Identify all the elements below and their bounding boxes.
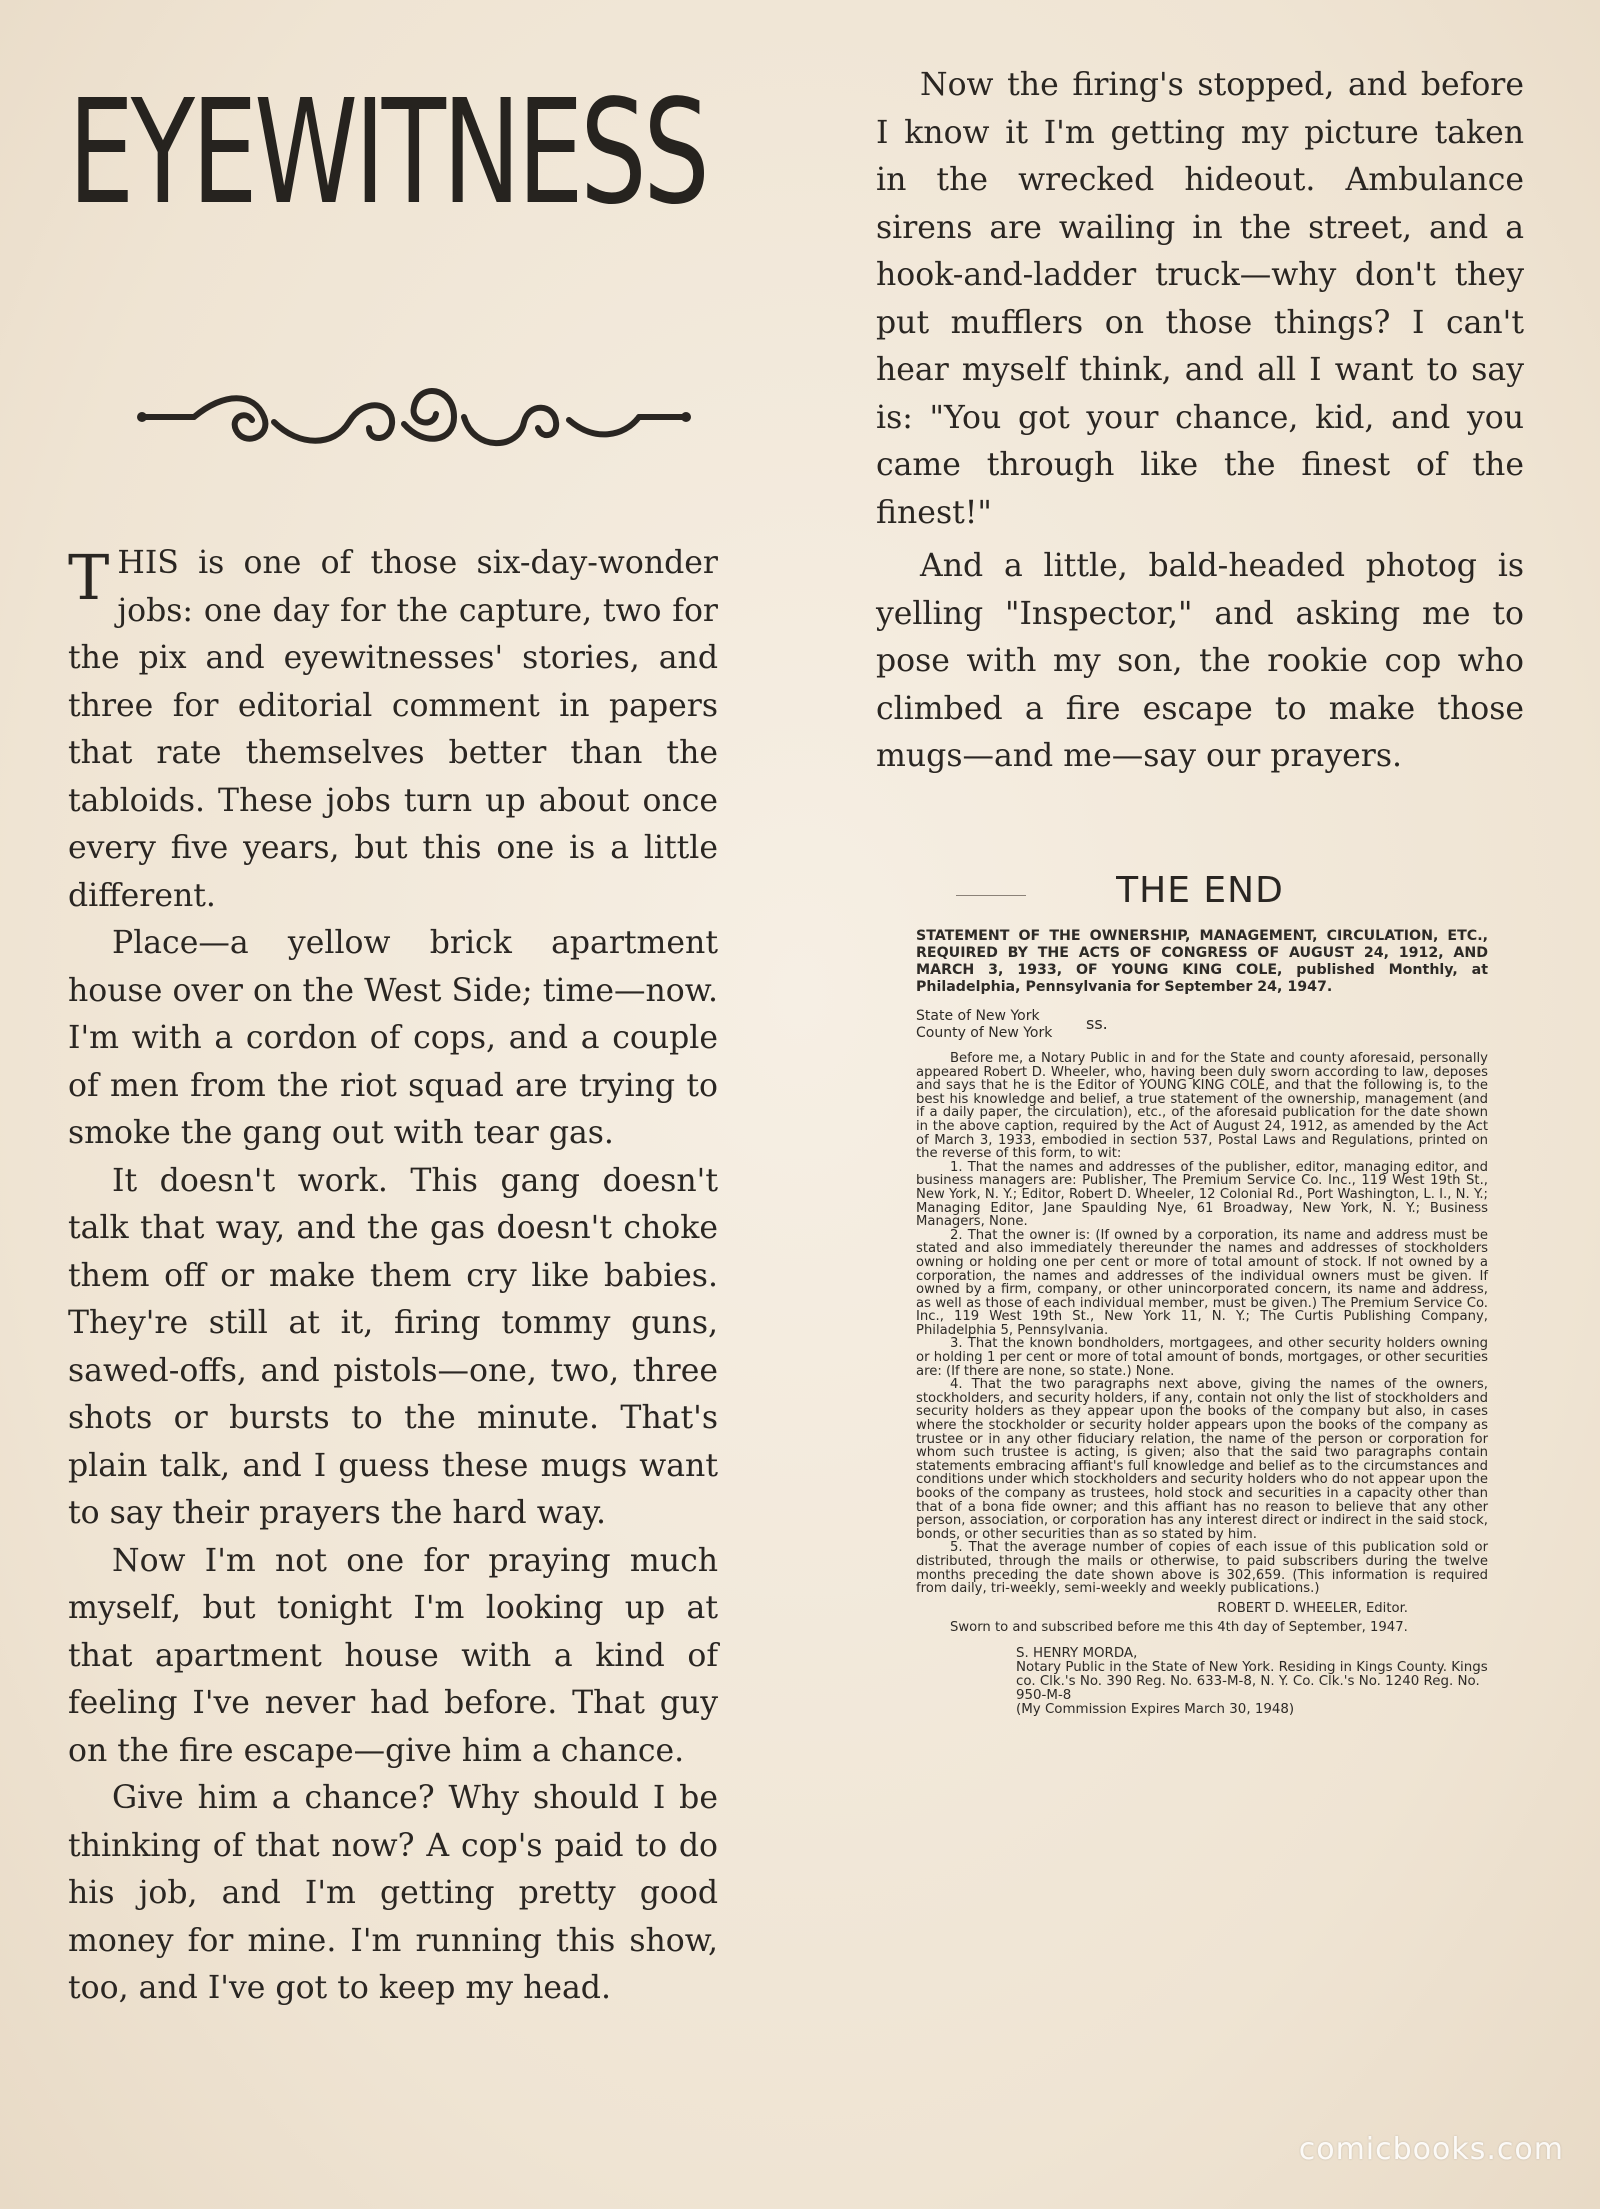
statement-body <box>916 1052 1488 1596</box>
statement-paragraph: Before me, a Notary Public in and for the State and county aforesaid, personally appeared Robert D. Wheeler, who, having been duly sworn according to law, deposes and says that he is the Editor of YOUNG KING COLE, and that the following is, to the best his knowledge and belief, a true statement of the ownership, management (and if a daily paper, the circulation), etc., of the aforesaid publication for the date shown in the above caption, required by the Act of August 24, 1912, as amended by the Act of March 3, 1933, embodied in section 537, Postal Laws and Regulations, printed on the reverse of this form, to wit: <box>916 1051 1488 1162</box>
story-paragraph: THIS is one of those six-day-wonder jobs: one day for the capture, two for the pix and eyewitnesses' stories, and three for editorial comment in papers that rate themselves better than the tabloids. These jobs turn up about once every five years, but this one is a little different. <box>68 541 718 914</box>
the-end-label: THE END <box>1116 870 1284 911</box>
statement-paragraph: 3. That the known bondholders, mortgagees, and other security holders owning or holding 1 per cent or more of total amount of bonds, mortgages, or other securities are: (If there are none, so state.) None. <box>916 1336 1488 1379</box>
story-paragraph: Now I'm not one for praying much myself, but tonight I'm looking up at that apartment house with a kind of feeling I've never had before. That guy on the fire escape—give him a chance. <box>68 1542 718 1769</box>
ownership-statement <box>916 928 1488 1717</box>
venue-ss: ss. <box>1086 1014 1108 1033</box>
statement-heading: STATEMENT OF THE OWNERSHIP, MANAGEMENT, CIRCULATION, ETC., REQUIRED BY THE ACTS OF CONGRESS OF AUGUST 24, 1912, AND MARCH 3, 1933, OF YOUNG KING COLE, published Monthly, at Philadelphia, Pennsylvania for September 24, 1947. <box>916 928 1488 995</box>
drop-cap: T <box>68 541 110 614</box>
editor-signature: ROBERT D. WHEELER, Editor. <box>1217 1600 1408 1616</box>
statement-paragraph: 5. That the average number of copies of each issue of this publication sold or distributed, through the mails or otherwise, to paid subscribers during the twelve months preceding the date shown above is 302,659. (This information is required from daily, tri-weekly, semi-weekly and weekly publications.) <box>916 1540 1488 1597</box>
story-paragraph: It doesn't work. This gang doesn't talk that way, and the gas doesn't choke them off or make them cry like babies. They're still at it, firing tommy guns, sawed-offs, and pistols—one, two, three shots or bursts to the minute. That's plain talk, and I guess these mugs want to say their prayers the hard way. <box>68 1162 718 1531</box>
masthead-title: EYEWITNESS <box>68 68 707 236</box>
statement-paragraph: 4. That the two paragraphs next above, giving the names of the owners, stockholders, and security holders, if any, contain not only the list of stockholders and security holders as they appear upon the books of the company but also, in cases where the stockholder or security holder appears upon the books of the company as trustee or in any other fiduciary relation, the name of the person or corporation for whom such trustee is acting, is given; also that the said two paragraphs contain statements embracing affiant's full knowledge and belief as to the circumstances and conditions under which stockholders and security holders who do not appear upon the books of the company as trustees, hold stock and securities in a capacity other than that of a bona fide owner; and this affiant has no reason to believe that any other person, association, or corporation has any interest direct or indirect in the said stock, bonds, or other securities than as so stated by him. <box>916 1377 1488 1542</box>
notary-line: (My Commission Expires March 30, 1948) <box>1016 1701 1295 1717</box>
sworn-line: Sworn to and subscribed before me this 4th day of September, 1947. <box>950 1619 1408 1635</box>
right-column <box>876 62 1524 1717</box>
story-paragraph: Place—a yellow brick apartment house over on the West Side; time—now. I'm with a cordon of cops, and a couple of men from the riot squad are trying to smoke the gang out with tear gas. <box>68 925 718 1151</box>
statement-paragraph: 2. That the owner is: (If owned by a corporation, its name and address must be stated and also immediately thereunder the names and addresses of stockholders owning or holding one per cent or more of total amount of stock. If not owned by a corporation, the names and addresses of the individual owners must be given. If owned by a firm, company, or other unincorporated concern, its name and address, as well as those of each individual member, must be given.) The Premium Service Co. Inc., 119 West 19th St., New York 11, N. Y.; The Curtis Publishing Company, Philadelphia 5, Pennsylvania. <box>916 1227 1488 1338</box>
notary-block <box>1016 1647 1488 1717</box>
statement-venue <box>916 1008 1488 1042</box>
story-left-body <box>68 540 718 2013</box>
notary-line: Notary Public in the State of New York. Residing in Kings County. Kings co. Clk.'s No. 390 Reg. No. 633-M-8, N. Y. Co. Clk.'s No. 1240 Reg. No. 950-M-8 <box>1016 1659 1488 1703</box>
statement-paragraph: 1. That the names and addresses of the publisher, editor, managing editor, and business managers are: Publisher, The Premium Service Co. Inc., 119 West 19th St., New York, N. Y.; Editor, Robert D. Wheeler, 12 Colonial Rd., Port Washington, L. I., N. Y.; Managing Editor, Jane Spaulding Nye, 61 Broadway, New York, N. Y.; Business Managers, None. <box>916 1159 1488 1230</box>
venue-state: State of New York <box>916 1008 1040 1024</box>
story-paragraph: Give him a chance? Why should I be thinking of that now? A cop's paid to do his job, and I'm getting pretty good money for mine. I'm running this show, too, and I've got to keep my head. <box>68 1780 718 2006</box>
story-paragraph: And a little, bald-headed photog is yelling "Inspector," and asking me to pose with my son, the rookie cop who climbed a fire escape to make those mugs—and me—say our prayers. <box>876 548 1524 774</box>
left-column <box>68 68 718 2006</box>
venue-county: County of New York <box>916 1025 1053 1041</box>
site-watermark: comicbooks.com <box>1298 2132 1564 2167</box>
story-right-body <box>876 62 1524 781</box>
notary-line: S. HENRY MORDA, <box>1016 1645 1138 1661</box>
story-paragraph: Now the firing's stopped, and before I know it I'm getting my picture taken in the wrecked hideout. Ambulance sirens are wailing in the street, and a hook-and-ladder truck—why don't they put mufflers on those things? I can't hear myself think, and all I want to say is: "You got your chance, kid, and you came through like the finest of the finest!" <box>876 67 1524 531</box>
scroll-flourish-ornament-icon <box>124 362 704 472</box>
